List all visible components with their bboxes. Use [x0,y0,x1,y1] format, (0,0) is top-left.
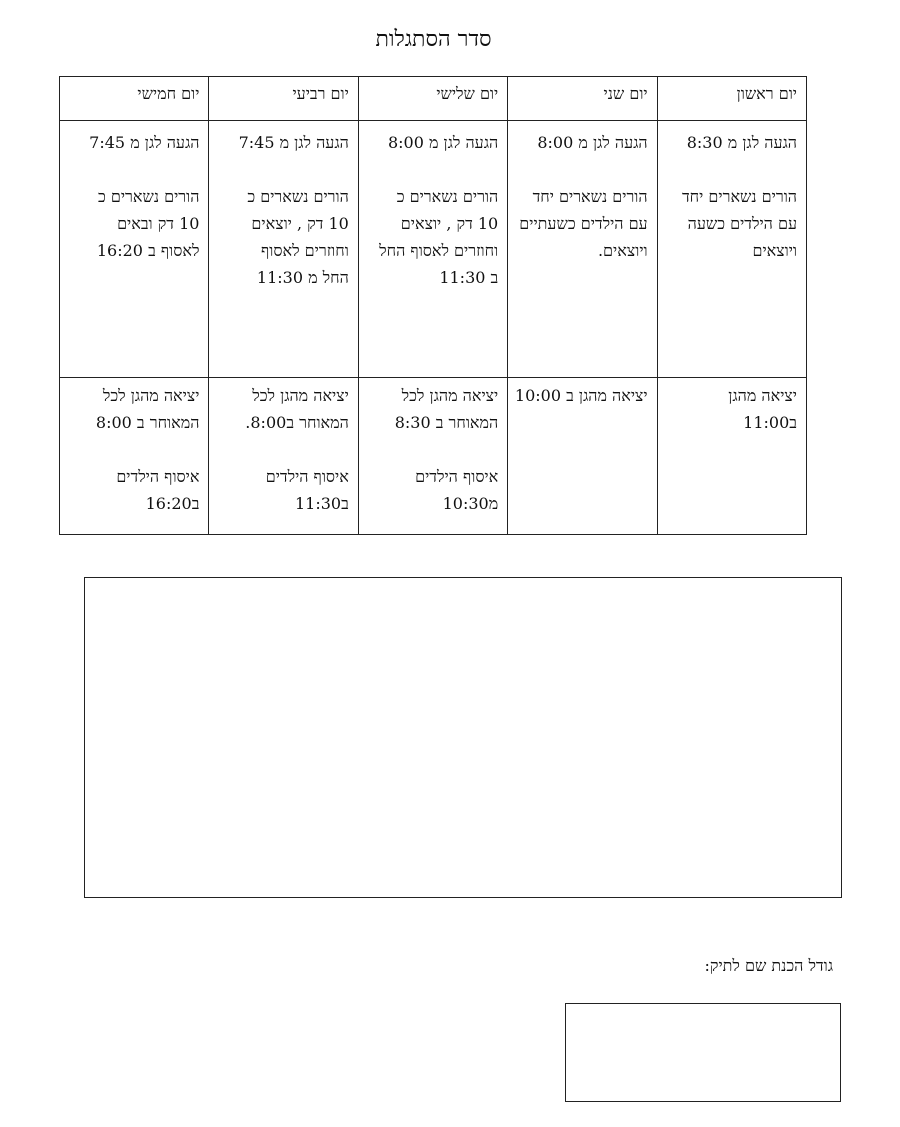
arrival-cell [60,121,209,378]
schedule-text [217,436,348,463]
schedule-text: המאוחר ב8:00. [245,413,349,432]
schedule-text: הורים נשארים כ [97,187,200,206]
day-header: יום ראשון [657,77,806,121]
schedule-text: איסוף הילדים [415,467,499,486]
schedule-text: איסוף הילדים [116,467,200,486]
schedule-text: הורים נשארים יחד [681,187,797,206]
exit-cell [508,378,657,535]
exit-cell [657,378,806,535]
day-header: יום שני [508,77,657,121]
schedule-text: 10 דק , יוצאים [251,214,349,233]
schedule-text: המאוחר ב 8:30 [394,413,499,432]
exit-cell [60,378,209,535]
day-header: יום שלישי [358,77,507,121]
bag-name-label: גודל הכנת שם לתיק: [704,956,833,975]
schedule-text: עם הילדים כשעתיים [519,214,648,233]
arrival-cell [508,121,657,378]
arrival-cell [657,121,806,378]
day-header: יום חמישי [60,77,209,121]
schedule-text: המאוחר ב 8:00 [95,413,200,432]
schedule-text: הגעה לגן מ 8:00 [387,133,499,152]
schedule-text: הגעה לגן מ 8:30 [686,133,797,152]
bag-name-box [565,1003,841,1102]
schedule-text: לאסוף ב 16:20 [96,241,200,260]
arrival-cell [358,121,507,378]
day-header-row [60,77,807,121]
schedule-text: איסוף הילדים [265,467,349,486]
schedule-text: הגעה לגן מ 7:45 [238,133,349,152]
schedule-text: עם הילדים כשעה [687,214,797,233]
schedule-text: 10 דק , יוצאים [400,214,499,233]
schedule-table [59,76,807,535]
schedule-text: ב11:30 [295,494,349,513]
schedule-text: ויוצאים [752,241,797,260]
schedule-text: יציאה מהגן לכל [252,386,349,405]
schedule-text: הגעה לגן מ 8:00 [537,133,648,152]
schedule-text [217,156,348,183]
schedule-text [367,436,498,463]
schedule-text [367,156,498,183]
page-title: סדר הסתגלות [375,27,492,52]
schedule-text: יציאה מהגן [728,386,797,405]
schedule-text: ב11:00 [743,413,797,432]
arrival-row [60,121,807,378]
exit-cell [209,378,358,535]
schedule-text: ב16:20 [145,494,200,513]
schedule-text: הורים נשארים יחד [532,187,648,206]
schedule-text: הגעה לגן מ 7:45 [89,133,200,152]
schedule-text: החל מ 11:30 [256,268,349,287]
exit-cell [358,378,507,535]
schedule-text: יציאה מהגן לכל [102,386,200,405]
schedule-text [68,436,199,463]
notes-box [84,577,842,898]
schedule-text [516,156,647,183]
arrival-cell [209,121,358,378]
schedule-text: וחוזרים לאסוף [261,241,349,260]
schedule-text [666,156,797,183]
schedule-text: יציאה מהגן לכל [401,386,499,405]
schedule-text: ויוצאים. [597,241,648,260]
schedule-text: מ10:30 [442,494,499,513]
schedule-text: ב 11:30 [439,268,499,287]
schedule-text [68,156,199,183]
day-header: יום רביעי [209,77,358,121]
schedule-text: הורים נשארים כ [247,187,349,206]
schedule-text: וחוזרים לאסוף החל [379,241,499,260]
exit-row [60,378,807,535]
schedule-text: 10 דק ובאים [117,214,200,233]
schedule-text: יציאה מהגן ב 10:00 [514,386,648,405]
schedule-text: הורים נשארים כ [396,187,499,206]
